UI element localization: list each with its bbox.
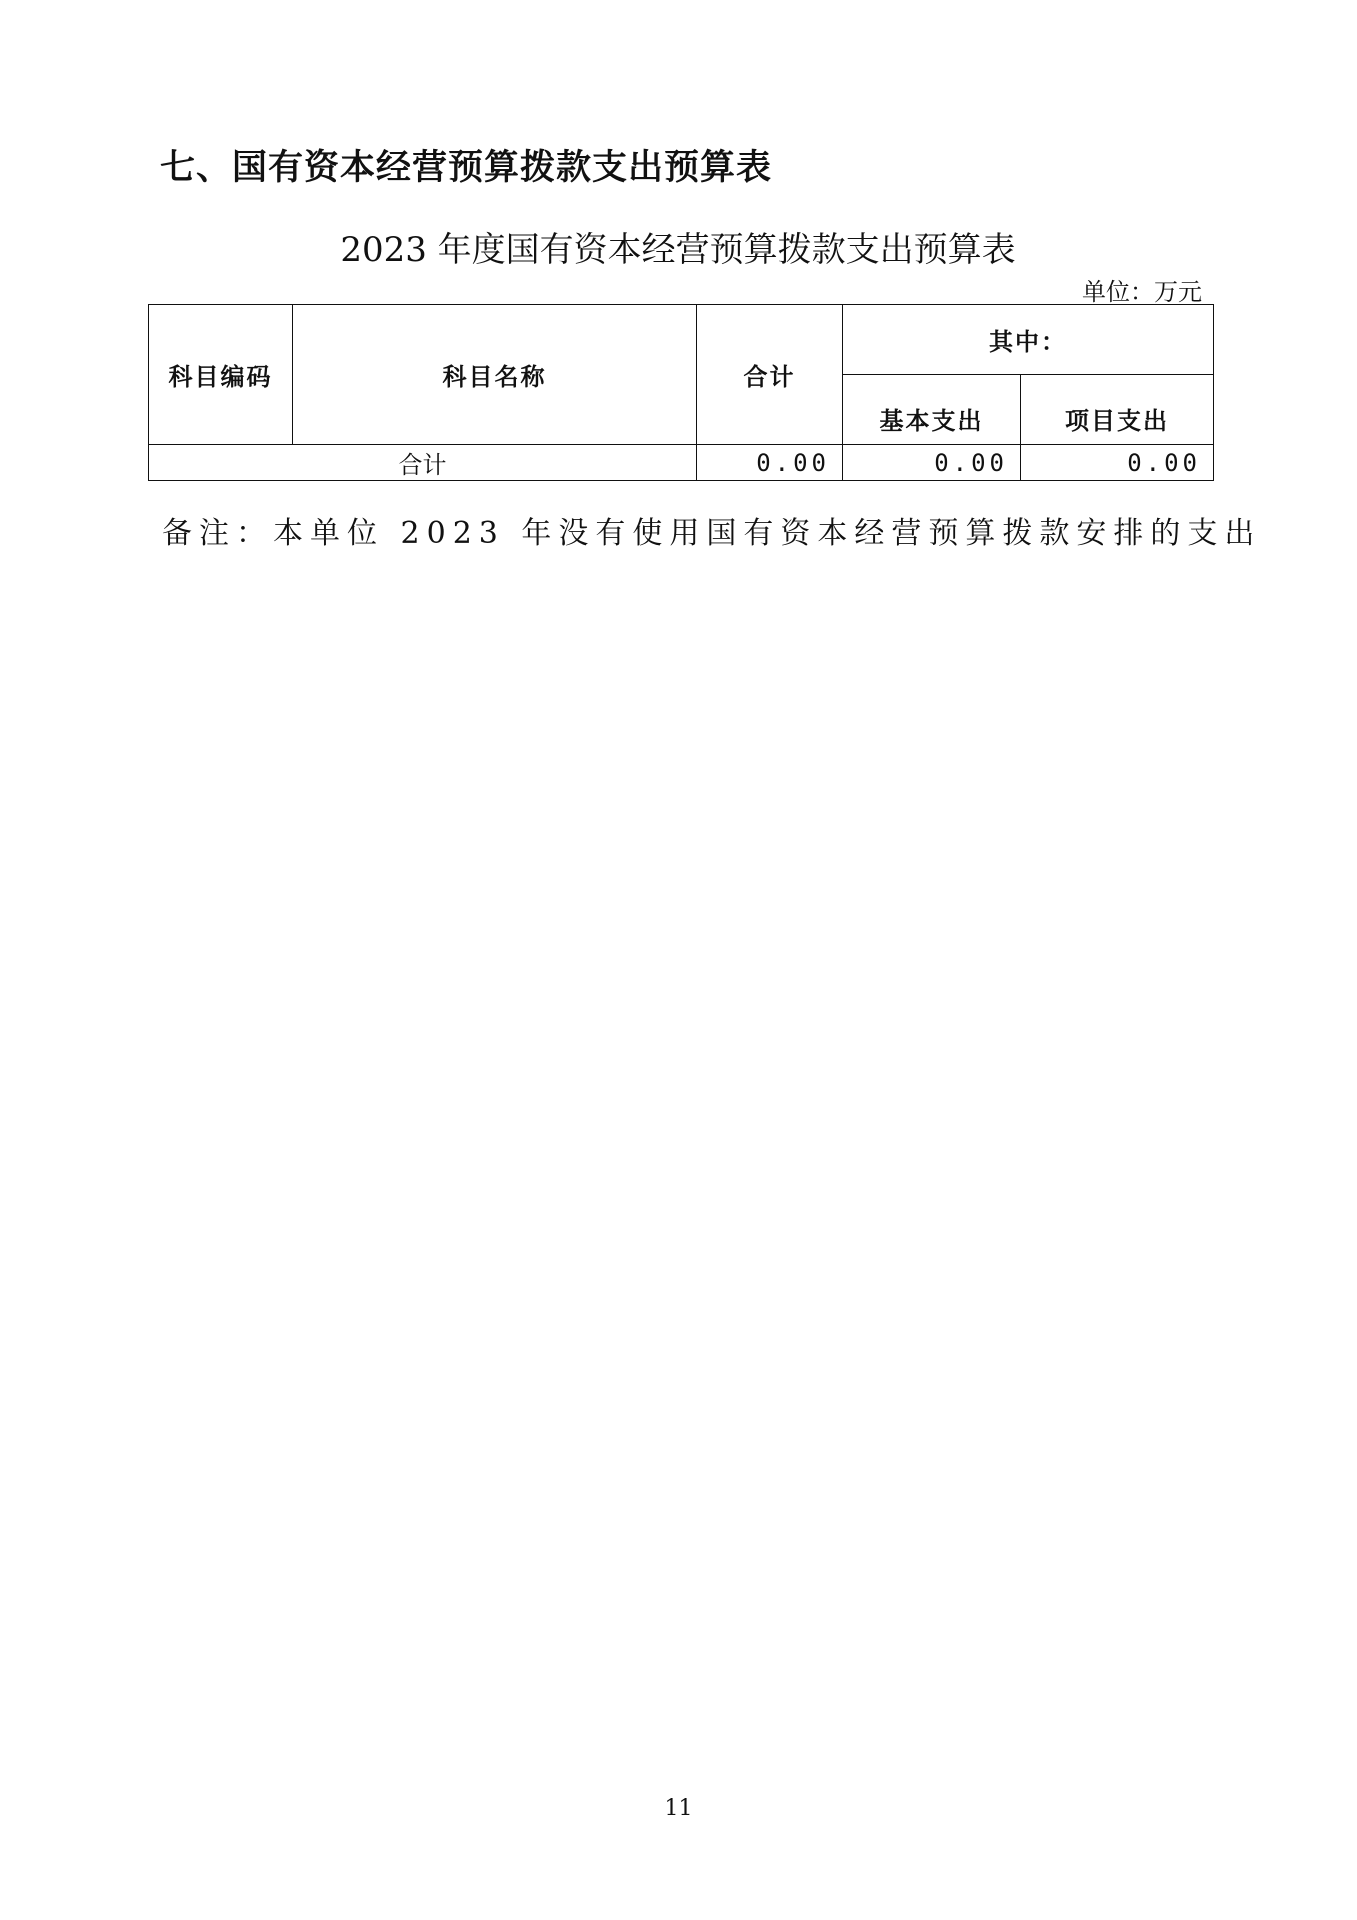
total-row xyxy=(149,445,1214,481)
table-title: 2023 年度国有资本经营预算拨款支出预算表 xyxy=(340,230,1016,270)
note: 备注：本单位 2023 年没有使用国有资本经营预算拨款安排的支出 xyxy=(162,516,1262,551)
header-of-which: 其中： xyxy=(843,305,1214,375)
page-number: 11 xyxy=(664,1796,693,1821)
header-row-1 xyxy=(149,305,1214,375)
header-total: 合计 xyxy=(697,305,843,445)
header-basic: 基本支出 xyxy=(843,375,1021,445)
total-row-label: 合计 xyxy=(149,445,697,481)
budget-table xyxy=(148,304,1214,481)
total-row-basic: 0.00 xyxy=(843,445,1021,481)
header-code: 科目编码 xyxy=(149,305,293,445)
total-row-project: 0.00 xyxy=(1021,445,1214,481)
total-row-total: 0.00 xyxy=(697,445,843,481)
header-name: 科目名称 xyxy=(293,305,697,445)
header-project: 项目支出 xyxy=(1021,375,1214,445)
unit-label: 单位：万元 xyxy=(1082,278,1202,306)
section-heading: 七、国有资本经营预算拨款支出预算表 xyxy=(160,148,773,188)
